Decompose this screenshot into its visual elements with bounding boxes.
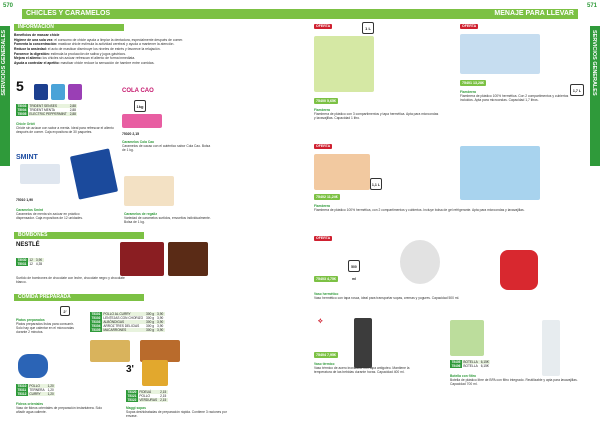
- side-tab-right: [590, 26, 600, 166]
- page-number-right: 571: [586, 3, 597, 9]
- intro-line: Ayuda a controlar el apetito: masticar chicle reduce la sensación de hambre entre comidas.: [14, 61, 155, 66]
- vaso-image-2: [500, 250, 538, 290]
- maggi-image: [142, 360, 168, 386]
- cell-name: POLLO: [139, 394, 151, 398]
- cell-name: TRIDENT MENTA: [29, 108, 55, 112]
- maggi-table: [126, 390, 168, 402]
- right-page: [300, 0, 600, 424]
- cell-name: MACARRONES: [102, 328, 145, 332]
- wrapper-image: [70, 148, 118, 199]
- noodle-image: [18, 354, 48, 378]
- cell-code: 75304: [91, 324, 101, 328]
- plato-image: [90, 340, 130, 362]
- cell-name: FIDEUÁ: [138, 390, 159, 394]
- side-tab: [0, 26, 10, 166]
- cell-name: TERNERA: [29, 388, 45, 392]
- cell-price: 3,90: [157, 328, 164, 332]
- smint-caption: Caramelos Smint Caramelos de menta sin azúcar en práctico dispensador. Caja expositora de 12 unidades.: [16, 208, 83, 221]
- cell-price: 2,15: [160, 390, 167, 394]
- vaso-image: [400, 240, 440, 284]
- smint-image: [20, 164, 60, 184]
- cell-name: BOTELLA: [463, 360, 478, 364]
- cell-name: LENTEJAS CON CHORIZO: [103, 316, 144, 320]
- thermo-caption: Vaso térmico Vaso térmico de acero inoxidable con tapa antigoteo. Mantiene la temperatura de las bebidas durante horas. Capacidad 400 ml.: [314, 362, 410, 375]
- cell-name: ELECTRIC PEPPERMINT: [29, 112, 67, 116]
- bombones-box-image-2: [168, 242, 208, 276]
- offer-tag: OFERTA: [316, 24, 331, 28]
- table-row: [90, 328, 165, 332]
- candies-image: [124, 176, 174, 206]
- gum-pack-image-3: [68, 84, 82, 100]
- noodle-caption: Fideos orientales Vaso de fideos orientales de preparación instantánea. Solo añadir agua caliente.: [16, 402, 103, 415]
- cell-code: 75321: [127, 394, 137, 398]
- cell-price: 1,20: [47, 392, 54, 396]
- intro-line: Favorece la digestión: estimula la producción de saliva y jugos gástricos.: [14, 51, 126, 56]
- maggi-caption: Maggi sopas Sopas deshidratadas de preparación rápida. Contiene 3 raciones por envase.: [126, 406, 227, 419]
- cell-code: 75030: [17, 258, 27, 262]
- cell-code: 75310: [17, 384, 27, 388]
- colacao-code: 75020 2,15: [122, 132, 139, 136]
- lunchbox-caption-2: Fiambrera Fiambrera de plástico 100% hermética. Con 2 compartimentos y cubiertos incluidos. Apta para microondas. Capacidad 1,7 litros.: [460, 90, 569, 103]
- price-badge-3: 75402 11,24€: [316, 195, 338, 199]
- info-header: INFORMACIÓN: [14, 24, 124, 31]
- cell-code: 75005: [17, 112, 27, 116]
- nestle-logo: NESTLÉ: [16, 242, 40, 248]
- noodle-table: [16, 384, 55, 396]
- bottle-caption: Botella con filtro Botella de plástico libre de BPA con filtro integrado. Reutilizable y apta para lavavajillas. Capacidad 700 ml.: [450, 374, 578, 387]
- price-badge-1: 75400 5,65€: [316, 99, 336, 103]
- capacity-icon-4: 500 ml: [348, 260, 360, 272]
- side-tab-right-label: SERVICIOS GENERALES: [591, 30, 597, 96]
- platos-caption: Platos preparados Platos preparados listos para consumir. Solo hay que calentar en el microondas durante 2 minutos.: [16, 318, 74, 335]
- cell-code: 75405: [451, 360, 461, 364]
- trident-logo: 5: [16, 78, 24, 94]
- vaso-caption: Vaso hermético Vaso hermético con tapa rosca, ideal para transportar sopas, cremas y yogures. Capacidad 500 ml.: [314, 292, 460, 301]
- table-row: [16, 392, 55, 396]
- candies-caption: Caramelos de regaliz Variedad de caramelos surtidos, envueltos individualmente. Bolsa de 1 kg.: [124, 212, 211, 225]
- cell-price: 6,15€: [480, 364, 489, 368]
- cell-name: TRIDENT SENSES: [28, 104, 68, 108]
- cell-code: 75031: [17, 262, 27, 266]
- cell-weight: 300 g: [146, 320, 155, 324]
- colacao-logo: COLA CAO: [122, 88, 154, 94]
- cell-code: 75311: [17, 388, 27, 392]
- cell-name: ALBÓNDIGAS: [102, 320, 145, 324]
- gum-caption-text: Chicle sin azúcar con sabor a menta. Ideal para refrescar el aliento después de comer. Caja expositora de 30 paquetes.: [16, 126, 114, 135]
- cell-code: 75003: [17, 104, 27, 108]
- bottle-image-2: [542, 320, 560, 376]
- minutes-label: 3': [126, 364, 134, 375]
- lunchbox-image-1: [314, 36, 374, 92]
- table-row: [450, 364, 490, 368]
- bombones-box-image: [120, 242, 164, 276]
- cell-price: 1,20: [47, 384, 54, 388]
- price-badge-4: 75403 4,75€: [316, 277, 336, 281]
- cell-name: ARROZ TRES DELICIAS: [103, 324, 140, 328]
- cell-name: POLLO: [28, 384, 46, 388]
- offer-tag-2: OFERTA: [462, 24, 477, 28]
- intro-line: Reduce la ansiedad: el acto de masticar disminuye los niveles de estrés y favorece la relajación.: [14, 47, 161, 52]
- cell-qty: 12: [29, 258, 33, 262]
- cell-price: 2,88: [69, 108, 76, 112]
- smint-code: 75010 1,90: [16, 198, 33, 202]
- bottle-image: [450, 320, 484, 356]
- smint-logo: SMINT: [16, 154, 38, 161]
- bombones-table: [16, 258, 44, 266]
- bottle-table: [450, 360, 490, 368]
- cell-price: 2,15: [160, 394, 167, 398]
- comida-table: [90, 312, 165, 332]
- section-title: CHICLES Y CARAMELOS: [22, 9, 300, 19]
- cell-price: 6,15€: [480, 360, 489, 364]
- cell-weight: 300 g: [146, 324, 155, 328]
- gum-caption: [16, 122, 116, 134]
- cell-price: 3,90: [35, 258, 43, 262]
- cell-price: 4,35: [35, 262, 43, 266]
- price-badge-2: 75401 13,28€: [462, 81, 484, 85]
- plato-image-2: [140, 340, 180, 362]
- cell-price: 2,88: [69, 104, 76, 108]
- bombones-header: BOMBONES: [14, 232, 144, 239]
- thermo-image: [354, 318, 372, 368]
- cell-code: 75312: [17, 392, 27, 396]
- offer-tag-4: OFERTA: [316, 236, 331, 240]
- microwave-icon: 2': [60, 306, 70, 316]
- cell-code: 75301: [91, 312, 101, 316]
- cell-price: 2,88: [69, 112, 76, 116]
- price-badge-5: 75404 7,95€: [316, 353, 336, 357]
- cell-qty: 12: [29, 262, 33, 266]
- page-number: 570: [3, 3, 14, 9]
- cell-price: 1,20: [47, 388, 54, 392]
- offer-tag-3: OFERTA: [316, 144, 331, 148]
- cell-name: BOTELLA: [463, 364, 478, 368]
- cell-price: 2,15: [160, 398, 167, 402]
- cell-name: POLLO AL CURRY: [102, 312, 145, 316]
- table-row: [16, 262, 44, 266]
- cell-code: 75004: [17, 108, 27, 112]
- cell-name: VERDURAS: [139, 398, 158, 402]
- cell-price: 3,90: [157, 320, 164, 324]
- intro-line: Higiene de una sola vez: el consumo de chicle ayuda a limpiar la dentadura, especialmente después de comer.: [14, 37, 184, 42]
- cell-code: 75302: [91, 316, 101, 320]
- comida-header: COMIDA PREPARADA: [14, 294, 144, 301]
- lunchbox-image-4: [460, 146, 540, 200]
- colacao-caption: Caramelos Cola Cao Caramelos de cacao con el auténtico sabor Cola Cao. Bolsa de 1 kg.: [122, 140, 211, 153]
- lunchbox-image-2: [460, 34, 540, 74]
- cell-weight: 300 g: [146, 328, 155, 332]
- lunchbox-caption-3: Fiambrera Fiambrera de plástico 100% hermética, con 2 compartimentos y cubiertos. Incluye bolsa de gel refrigerante. Apta para microondas y lavavajillas.: [314, 204, 525, 213]
- cell-name: CURRY: [28, 392, 46, 396]
- gum-pack-image: [34, 84, 48, 100]
- gum-table: [16, 104, 77, 116]
- cell-price: 3,90: [157, 312, 164, 316]
- kg-icon: 1kg: [134, 100, 146, 112]
- colacao-image: [122, 114, 162, 128]
- cell-code: 75320: [127, 390, 137, 394]
- cell-weight: 300 g: [146, 316, 155, 320]
- intro-text: [14, 33, 294, 66]
- gum-pack-image-2: [51, 84, 65, 100]
- cell-code: 75406: [451, 364, 461, 368]
- capacity-icon-2: 1,7 L: [570, 84, 584, 96]
- capacity-icon-3: 1,1 L: [370, 178, 382, 190]
- lunchbox-image-3: [314, 154, 370, 190]
- intro-line: Beneficios de mascar chicle: [14, 33, 60, 37]
- intro-line: Fomenta la concentración: masticar chicle estimula la actividad cerebral y ayuda a mantener la atención.: [14, 42, 175, 47]
- brand-logo: ⟡: [318, 318, 323, 325]
- gum-caption-title: Chicle Orbit: [16, 122, 35, 126]
- cell-weight: 300 g: [146, 312, 155, 316]
- cell-code: 75305: [91, 328, 101, 332]
- cell-code: 75322: [127, 398, 137, 402]
- table-row: [16, 112, 77, 116]
- cell-code: 75303: [91, 320, 101, 324]
- lunchbox-caption-1: Fiambrera Fiambrera de plástico con 3 compartimentos y tapa hermética. Apta para microondas y lavavajillas. Capacidad 1 litro.: [314, 108, 439, 121]
- intro-line: Mejora el aliento: los chicles sin azúcar refrescan el aliento de forma inmediata.: [14, 56, 136, 61]
- table-row: [126, 398, 168, 402]
- section-title-right: MENAJE PARA LLEVAR: [300, 9, 578, 19]
- cell-price: 3,90: [157, 324, 164, 328]
- side-tab-label: SERVICIOS GENERALES: [1, 30, 7, 96]
- cell-price: 3,90: [157, 316, 164, 320]
- capacity-icon: 1 L: [362, 22, 374, 34]
- bombones-caption: Surtido de bombones de chocolate con leche, chocolate negro y chocolate blanco.: [16, 276, 125, 285]
